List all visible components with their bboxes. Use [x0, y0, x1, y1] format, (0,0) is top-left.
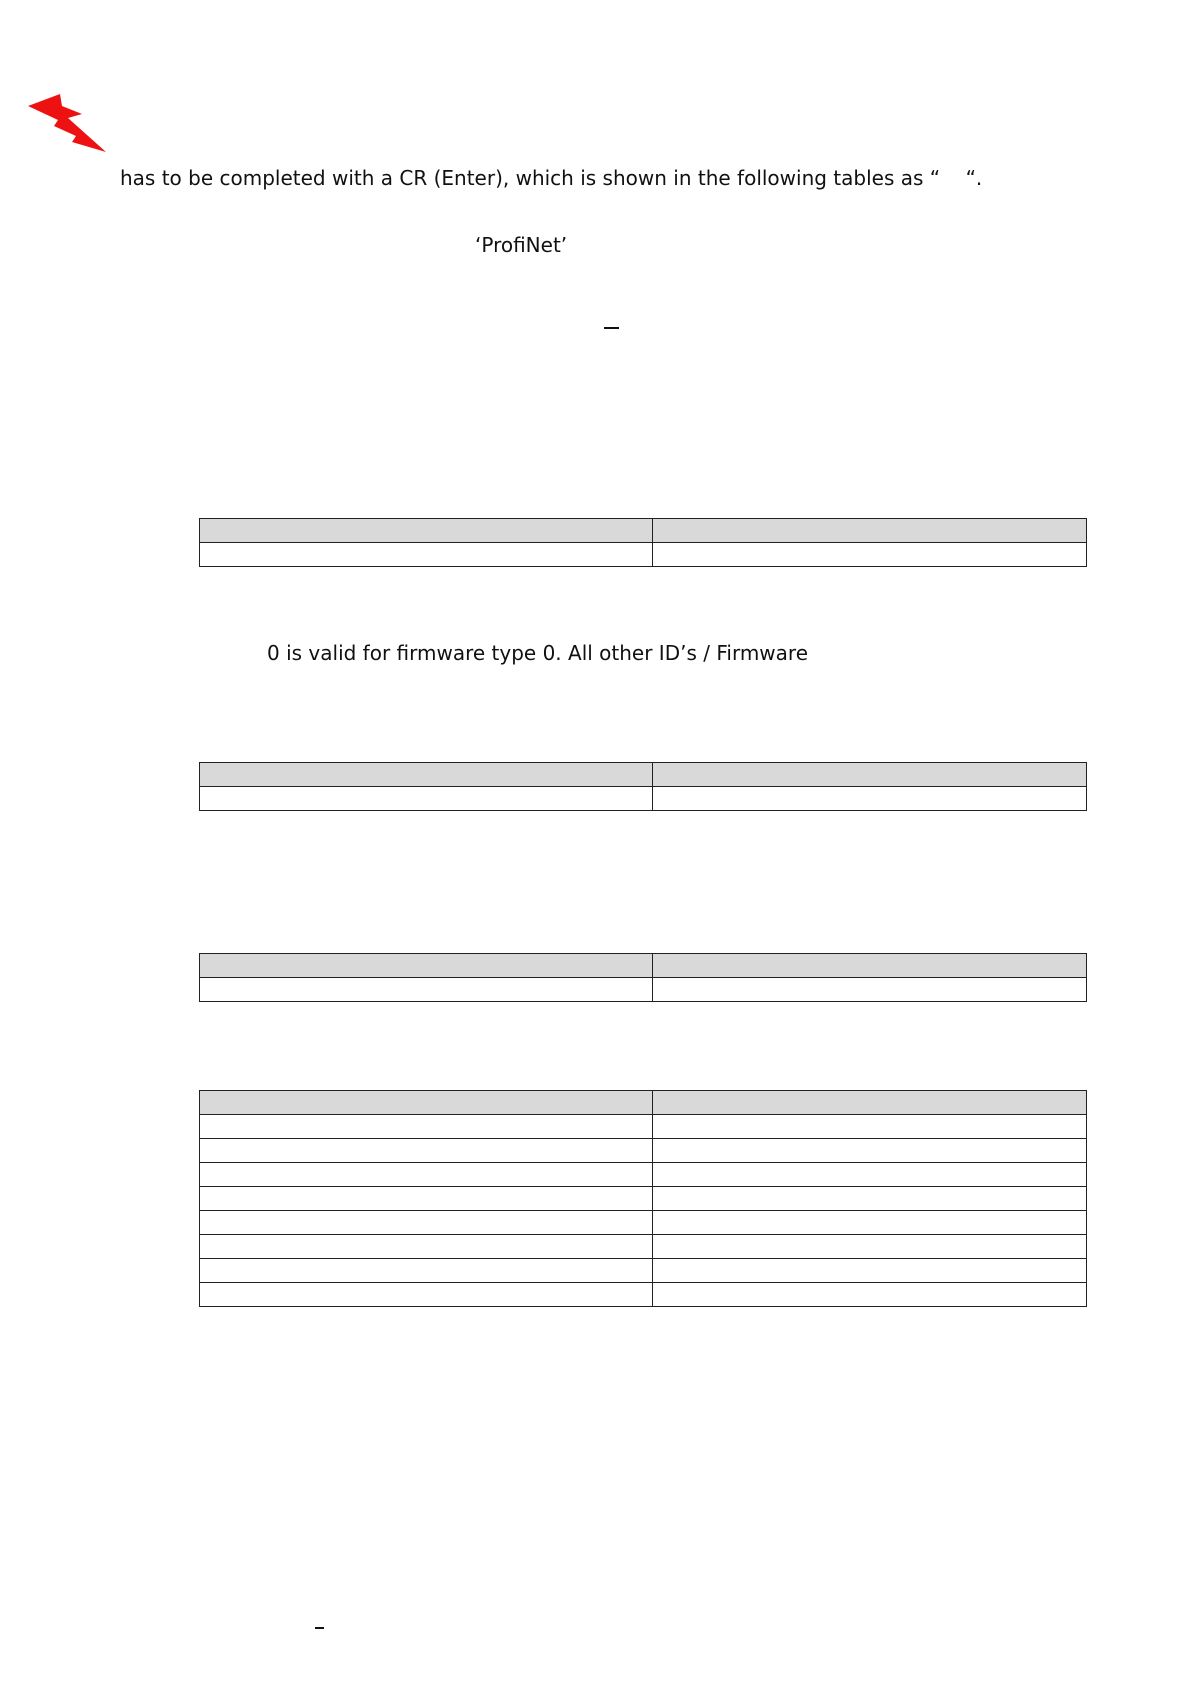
- table-cell: [653, 787, 1087, 811]
- table-cell: [653, 543, 1087, 567]
- table-3: [199, 953, 1087, 1002]
- table-cell: [653, 1211, 1087, 1235]
- table-cell: [653, 1283, 1087, 1307]
- table-cell: [653, 1139, 1087, 1163]
- table-row: [200, 1259, 1087, 1283]
- table-cell: [200, 1211, 653, 1235]
- table-cell: [200, 1139, 653, 1163]
- table-cell: [200, 787, 653, 811]
- table-cell: [200, 1091, 653, 1115]
- table-cell: [200, 954, 653, 978]
- table-row: [200, 978, 1087, 1002]
- table-row: [200, 543, 1087, 567]
- table-cell: [200, 1235, 653, 1259]
- table-cell: [200, 1163, 653, 1187]
- table-cell: [200, 1187, 653, 1211]
- table-header-row: [200, 763, 1087, 787]
- table-header-row: [200, 954, 1087, 978]
- table-row: [200, 787, 1087, 811]
- note-line: 0 is valid for firmware type 0. All other ID’s / Firmware: [267, 641, 808, 665]
- table-1: [199, 518, 1087, 567]
- table-row: [200, 1211, 1087, 1235]
- table-cell: [653, 763, 1087, 787]
- intro-line: has to be completed with a CR (Enter), which is shown in the following tables as “ “.: [120, 166, 983, 190]
- table-cell: [200, 519, 653, 543]
- table-cell: [200, 1259, 653, 1283]
- table-cell: [653, 954, 1087, 978]
- protocol-name: ‘ProfiNet’: [475, 233, 568, 257]
- table-row: [200, 1139, 1087, 1163]
- table-row: [200, 1115, 1087, 1139]
- table-cell: [653, 519, 1087, 543]
- table-cell: [200, 763, 653, 787]
- table-cell: [653, 978, 1087, 1002]
- table-cell: [200, 978, 653, 1002]
- table-2: [199, 762, 1087, 811]
- table-4: [199, 1090, 1087, 1307]
- table-row: [200, 1235, 1087, 1259]
- table-header-row: [200, 1091, 1087, 1115]
- footer-dash-mark: [315, 1627, 324, 1629]
- lightning-warning-icon: [26, 92, 108, 156]
- table-row: [200, 1187, 1087, 1211]
- table-cell: [653, 1091, 1087, 1115]
- table-cell: [653, 1115, 1087, 1139]
- dash-mark: [604, 327, 619, 329]
- table-cell: [200, 1115, 653, 1139]
- table-row: [200, 1283, 1087, 1307]
- table-cell: [200, 1283, 653, 1307]
- table-row: [200, 1163, 1087, 1187]
- table-header-row: [200, 519, 1087, 543]
- table-cell: [653, 1187, 1087, 1211]
- table-cell: [653, 1235, 1087, 1259]
- table-cell: [200, 543, 653, 567]
- table-cell: [653, 1259, 1087, 1283]
- table-cell: [653, 1163, 1087, 1187]
